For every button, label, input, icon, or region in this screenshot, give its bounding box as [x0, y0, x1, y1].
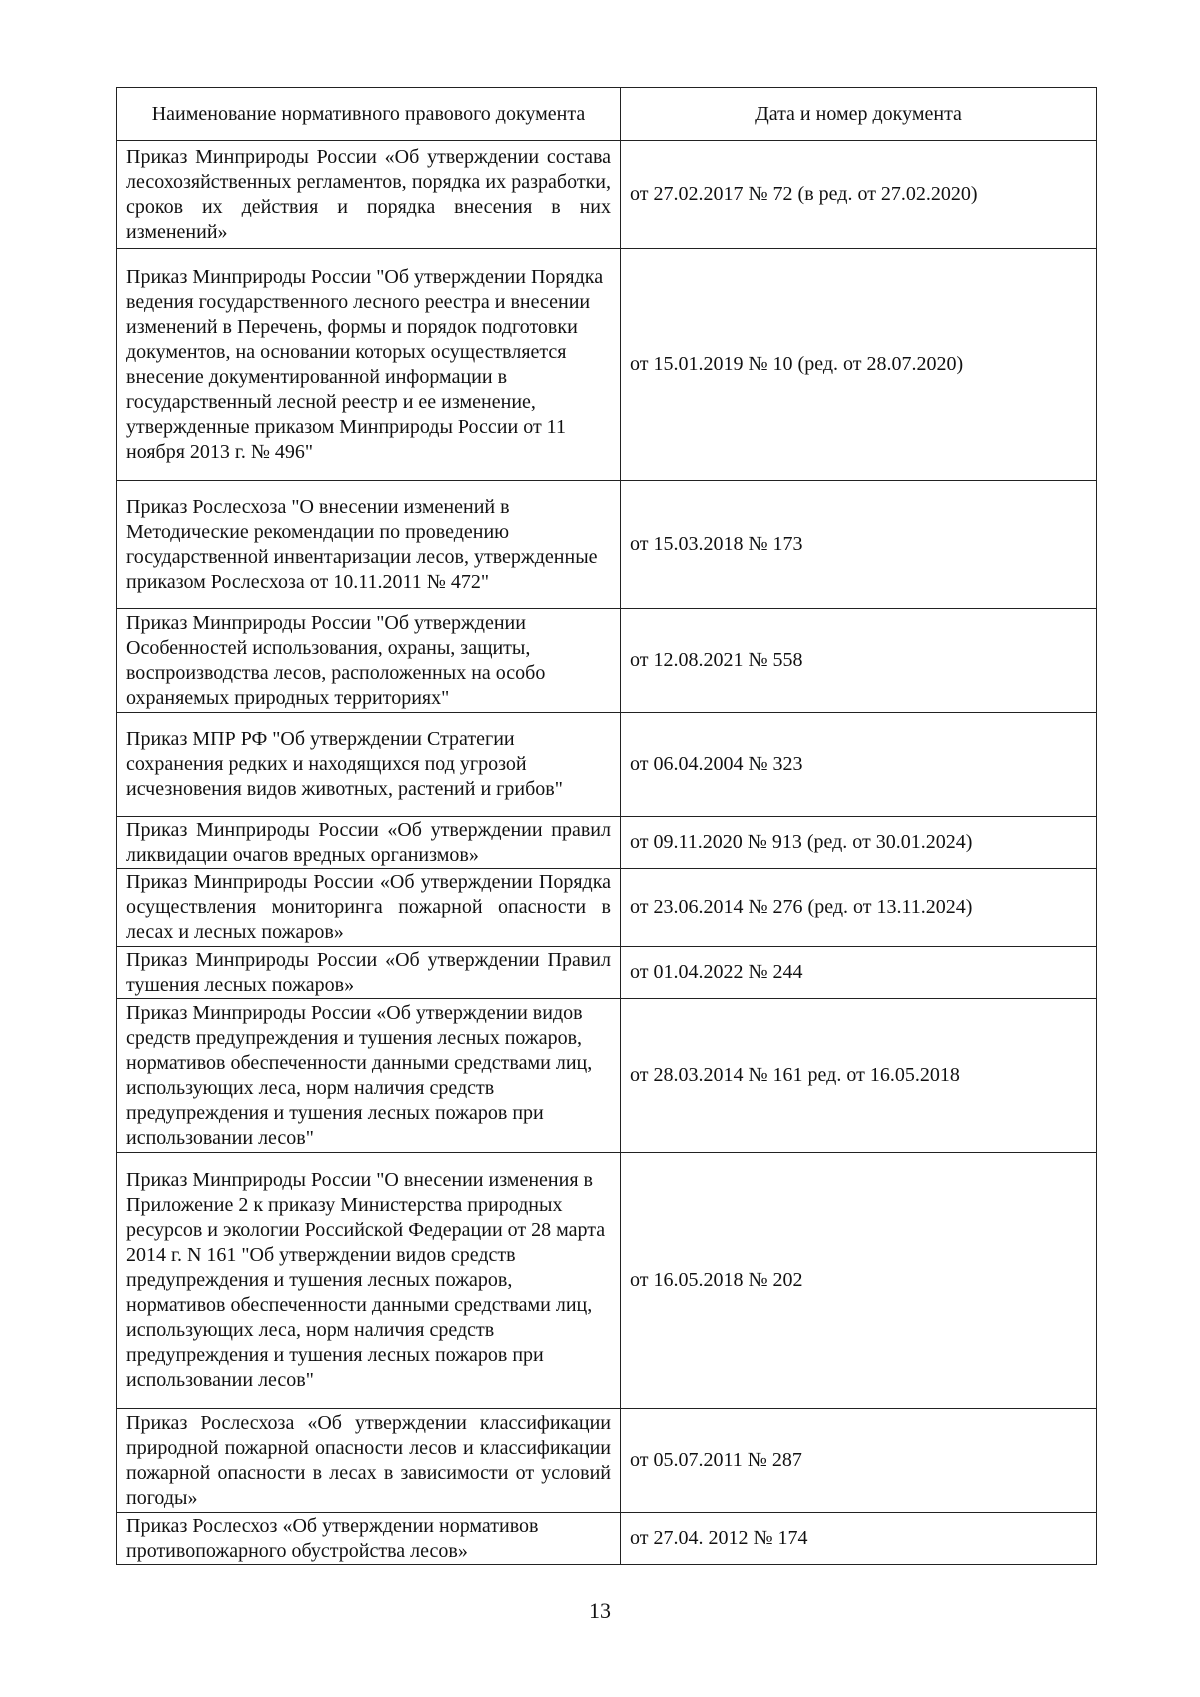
- document-date-cell: от 28.03.2014 № 161 ред. от 16.05.2018: [621, 999, 1097, 1153]
- document-name-cell: Приказ Минприроды России "Об утверждении Особенностей использования, охраны, защиты, воспроизводства лесов, расположенных на особо охраняемых природных территориях": [117, 609, 621, 713]
- table-row: [117, 609, 1097, 713]
- table-row: [117, 947, 1097, 999]
- document-name-cell: Приказ Минприроды России "О внесении изменения в Приложение 2 к приказу Министерства природных ресурсов и экологии Российской Федерации от 28 марта 2014 г. N 161 "Об утверждении видов средств предупреждения и тушения лесных пожаров, нормативов обеспеченности данными средствами лиц, использующих леса, норм наличия средств предупреждения и тушения лесных пожаров при использовании лесов": [117, 1153, 621, 1409]
- document-name-cell: Приказ МПР РФ "Об утверждении Стратегии сохранения редких и находящихся под угрозой исчезновения видов животных, растений и грибов": [117, 713, 621, 817]
- document-name-cell: Приказ Минприроды России "Об утверждении Порядка ведения государственного лесного реестра и внесении изменений в Перечень, формы и порядок подготовки документов, на основании которых осуществляется внесение документированной информации в государственный лесной реестр и ее изменение, утвержденные приказом Минприроды России от 11 ноября 2013 г. № 496": [117, 249, 621, 481]
- document-date-cell: от 12.08.2021 № 558: [621, 609, 1097, 713]
- document-name-cell: Приказ Рослесхоза «Об утверждении классификации природной пожарной опасности лесов и классификации пожарной опасности в лесах в зависимости от условий погоды»: [117, 1409, 621, 1513]
- document-date-cell: от 27.04. 2012 № 174: [621, 1513, 1097, 1565]
- table-row: [117, 999, 1097, 1153]
- document-name-cell: Приказ Минприроды России «Об утверждении Порядка осуществления мониторинга пожарной опасности в лесах и лесных пожаров»: [117, 869, 621, 947]
- page-number: 13: [589, 1598, 611, 1623]
- regulations-table: [116, 87, 1097, 1565]
- document-date-cell: от 15.01.2019 № 10 (ред. от 28.07.2020): [621, 249, 1097, 481]
- header-document-name: Наименование нормативного правового документа: [117, 88, 621, 141]
- table-row: [117, 481, 1097, 609]
- document-name-cell: Приказ Минприроды России «Об утверждении видов средств предупреждения и тушения лесных пожаров, нормативов обеспеченности данными средствами лиц, использующих леса, норм наличия средств предупреждения и тушения лесных пожаров при использовании лесов": [117, 999, 621, 1153]
- document-name-cell: Приказ Рослесхоза "О внесении изменений в Методические рекомендации по проведению государственной инвентаризации лесов, утвержденные приказом Рослесхоза от 10.11.2011 № 472": [117, 481, 621, 609]
- table-row: [117, 713, 1097, 817]
- document-date-cell: от 27.02.2017 № 72 (в ред. от 27.02.2020): [621, 141, 1097, 249]
- table-row: [117, 141, 1097, 249]
- table-row: [117, 1513, 1097, 1565]
- document-name-cell: Приказ Минприроды России «Об утверждении правил ликвидации очагов вредных организмов»: [117, 817, 621, 869]
- document-name-cell: Приказ Минприроды России «Об утверждении состава лесохозяйственных регламентов, порядка их разработки, сроков их действия и порядка внесения в них изменений»: [117, 141, 621, 249]
- table-row: [117, 869, 1097, 947]
- document-date-cell: от 09.11.2020 № 913 (ред. от 30.01.2024): [621, 817, 1097, 869]
- table-header-row: [117, 88, 1097, 141]
- table-row: [117, 1409, 1097, 1513]
- table-row: [117, 249, 1097, 481]
- document-name-cell: Приказ Рослесхоз «Об утверждении нормативов противопожарного обустройства лесов»: [117, 1513, 621, 1565]
- document-date-cell: от 05.07.2011 № 287: [621, 1409, 1097, 1513]
- document-date-cell: от 01.04.2022 № 244: [621, 947, 1097, 999]
- document-name-cell: Приказ Минприроды России «Об утверждении Правил тушения лесных пожаров»: [117, 947, 621, 999]
- document-date-cell: от 06.04.2004 № 323: [621, 713, 1097, 817]
- document-date-cell: от 15.03.2018 № 173: [621, 481, 1097, 609]
- table-row: [117, 817, 1097, 869]
- table-row: [117, 1153, 1097, 1409]
- header-date-number: Дата и номер документа: [621, 88, 1097, 141]
- document-date-cell: от 16.05.2018 № 202: [621, 1153, 1097, 1409]
- document-date-cell: от 23.06.2014 № 276 (ред. от 13.11.2024): [621, 869, 1097, 947]
